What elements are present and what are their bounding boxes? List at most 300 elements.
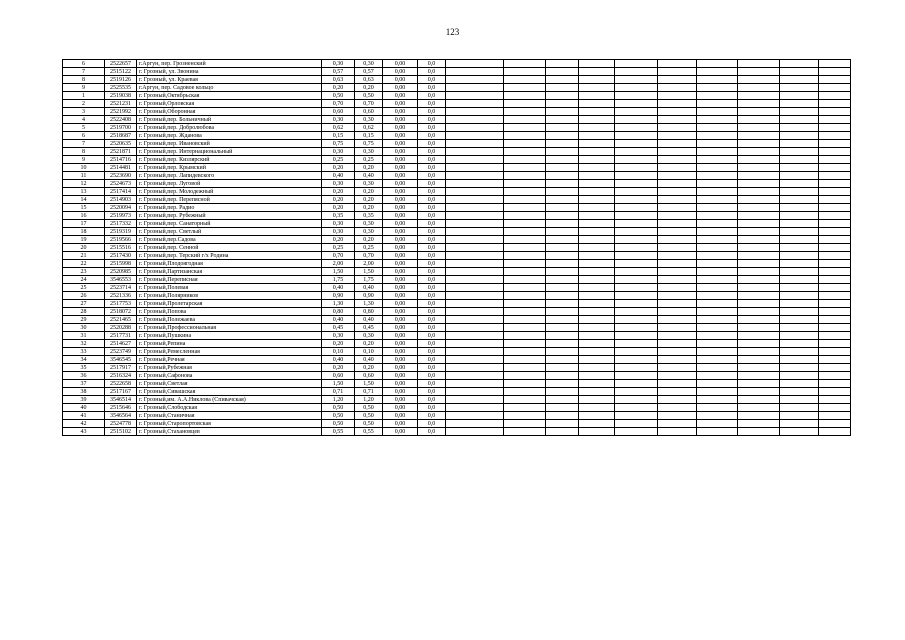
empty-cell xyxy=(504,188,546,196)
empty-cell xyxy=(579,284,615,292)
value-2-cell: 0,20 xyxy=(355,164,383,172)
empty-cell xyxy=(697,164,738,172)
code-cell: 2522408 xyxy=(105,116,137,124)
empty-cell xyxy=(780,372,819,380)
empty-cell xyxy=(697,356,738,364)
empty-cell xyxy=(780,340,819,348)
address-cell: г. Грозный,Октябрьская xyxy=(137,92,322,100)
empty-cell xyxy=(546,220,579,228)
value-1-cell: 0,80 xyxy=(322,308,355,316)
empty-cell xyxy=(615,196,658,204)
value-1-cell: 1,20 xyxy=(322,396,355,404)
code-cell: 2517430 xyxy=(105,252,137,260)
empty-cell xyxy=(819,412,851,420)
empty-cell xyxy=(658,292,697,300)
empty-cell xyxy=(579,84,615,92)
row-number-cell: 4 xyxy=(63,116,105,124)
empty-cell xyxy=(819,252,851,260)
row-number-cell: 32 xyxy=(63,340,105,348)
table-row xyxy=(63,252,851,260)
empty-cell xyxy=(504,60,546,68)
value-1-cell: 0,55 xyxy=(322,428,355,436)
value-1-cell: 0,50 xyxy=(322,420,355,428)
empty-cell xyxy=(579,236,615,244)
empty-cell xyxy=(738,396,780,404)
value-4-cell: 0,0 xyxy=(418,316,446,324)
value-4-cell: 0,0 xyxy=(418,340,446,348)
empty-cell xyxy=(615,364,658,372)
value-3-cell: 0,00 xyxy=(383,148,418,156)
empty-cell xyxy=(658,268,697,276)
empty-cell xyxy=(738,84,780,92)
value-1-cell: 0,20 xyxy=(322,236,355,244)
empty-cell xyxy=(780,164,819,172)
value-4-cell: 0,0 xyxy=(418,380,446,388)
empty-cell xyxy=(579,332,615,340)
value-2-cell: 0,25 xyxy=(355,156,383,164)
row-number-cell: 17 xyxy=(63,220,105,228)
empty-cell xyxy=(446,300,504,308)
empty-cell xyxy=(446,140,504,148)
empty-cell xyxy=(504,388,546,396)
code-cell: 2515122 xyxy=(105,68,137,76)
table-row xyxy=(63,212,851,220)
address-cell: г. Грозный,Старопортовская xyxy=(137,420,322,428)
empty-cell xyxy=(615,284,658,292)
empty-cell xyxy=(546,332,579,340)
value-2-cell: 1,50 xyxy=(355,380,383,388)
empty-cell xyxy=(819,132,851,140)
row-number-cell: 8 xyxy=(63,148,105,156)
address-cell: г. Грозный,Переписная xyxy=(137,276,322,284)
empty-cell xyxy=(546,412,579,420)
empty-cell xyxy=(546,196,579,204)
empty-cell xyxy=(819,60,851,68)
empty-cell xyxy=(546,180,579,188)
empty-cell xyxy=(546,292,579,300)
empty-cell xyxy=(579,212,615,220)
empty-cell xyxy=(546,132,579,140)
value-4-cell: 0,0 xyxy=(418,364,446,372)
empty-cell xyxy=(658,92,697,100)
empty-cell xyxy=(697,124,738,132)
empty-cell xyxy=(446,404,504,412)
empty-cell xyxy=(579,252,615,260)
value-1-cell: 0,20 xyxy=(322,364,355,372)
page-number: 123 xyxy=(445,27,460,37)
code-cell: 3546514 xyxy=(105,396,137,404)
empty-cell xyxy=(697,76,738,84)
value-1-cell: 2,00 xyxy=(322,260,355,268)
value-3-cell: 0,00 xyxy=(383,100,418,108)
row-number-cell: 37 xyxy=(63,380,105,388)
empty-cell xyxy=(658,212,697,220)
empty-cell xyxy=(615,316,658,324)
value-2-cell: 1,20 xyxy=(355,396,383,404)
value-2-cell: 0,70 xyxy=(355,100,383,108)
value-1-cell: 0,71 xyxy=(322,388,355,396)
empty-cell xyxy=(504,268,546,276)
table-row xyxy=(63,396,851,404)
value-2-cell: 0,30 xyxy=(355,332,383,340)
value-4-cell: 0,0 xyxy=(418,356,446,364)
empty-cell xyxy=(446,212,504,220)
empty-cell xyxy=(658,220,697,228)
empty-cell xyxy=(446,388,504,396)
empty-cell xyxy=(615,428,658,436)
empty-cell xyxy=(738,276,780,284)
row-number-cell: 11 xyxy=(63,172,105,180)
empty-cell xyxy=(738,332,780,340)
value-4-cell: 0,0 xyxy=(418,140,446,148)
empty-cell xyxy=(504,132,546,140)
empty-cell xyxy=(615,388,658,396)
empty-cell xyxy=(819,204,851,212)
empty-cell xyxy=(819,268,851,276)
address-cell: г. Грозный, ул. Краевая xyxy=(137,76,322,84)
empty-cell xyxy=(615,140,658,148)
empty-cell xyxy=(579,428,615,436)
empty-cell xyxy=(658,340,697,348)
empty-cell xyxy=(658,244,697,252)
empty-cell xyxy=(446,76,504,84)
value-2-cell: 0,20 xyxy=(355,340,383,348)
empty-cell xyxy=(738,316,780,324)
empty-cell xyxy=(697,212,738,220)
row-number-cell: 24 xyxy=(63,276,105,284)
address-cell: г. Грозный,Пушкина xyxy=(137,332,322,340)
empty-cell xyxy=(819,428,851,436)
empty-cell xyxy=(819,212,851,220)
value-3-cell: 0,00 xyxy=(383,348,418,356)
empty-cell xyxy=(504,292,546,300)
address-cell: г. Грозный,Полежаева xyxy=(137,316,322,324)
table-row xyxy=(63,164,851,172)
table-row xyxy=(63,292,851,300)
empty-cell xyxy=(579,412,615,420)
row-number-cell: 12 xyxy=(63,180,105,188)
empty-cell xyxy=(780,428,819,436)
row-number-cell: 2 xyxy=(63,100,105,108)
table-row xyxy=(63,220,851,228)
empty-cell xyxy=(446,60,504,68)
empty-cell xyxy=(546,348,579,356)
empty-cell xyxy=(615,412,658,420)
value-4-cell: 0,0 xyxy=(418,84,446,92)
value-3-cell: 0,00 xyxy=(383,340,418,348)
empty-cell xyxy=(780,76,819,84)
value-3-cell: 0,00 xyxy=(383,404,418,412)
empty-cell xyxy=(504,196,546,204)
empty-cell xyxy=(615,268,658,276)
value-2-cell: 0,40 xyxy=(355,316,383,324)
value-2-cell: 0,70 xyxy=(355,252,383,260)
code-cell: 2522657 xyxy=(105,60,137,68)
value-4-cell: 0,0 xyxy=(418,284,446,292)
value-2-cell: 0,40 xyxy=(355,284,383,292)
empty-cell xyxy=(446,180,504,188)
value-3-cell: 0,00 xyxy=(383,428,418,436)
code-cell: 2520094 xyxy=(105,204,137,212)
address-cell: г.Аргун, пер. Грозненский xyxy=(137,60,322,68)
value-2-cell: 0,45 xyxy=(355,324,383,332)
register-table-body xyxy=(63,60,851,436)
empty-cell xyxy=(579,108,615,116)
empty-cell xyxy=(579,180,615,188)
value-1-cell: 0,30 xyxy=(322,116,355,124)
address-cell: г. Грозный,пер. Радио xyxy=(137,204,322,212)
empty-cell xyxy=(780,68,819,76)
value-1-cell: 0,40 xyxy=(322,172,355,180)
empty-cell xyxy=(504,420,546,428)
table-row xyxy=(63,140,851,148)
address-cell: г. Грозный,Профессиональная xyxy=(137,324,322,332)
empty-cell xyxy=(504,124,546,132)
value-3-cell: 0,00 xyxy=(383,332,418,340)
row-number-cell: 26 xyxy=(63,292,105,300)
address-cell: г. Грозный,Ремесленная xyxy=(137,348,322,356)
empty-cell xyxy=(504,396,546,404)
empty-cell xyxy=(658,404,697,412)
empty-cell xyxy=(658,116,697,124)
value-1-cell: 0,15 xyxy=(322,132,355,140)
empty-cell xyxy=(446,236,504,244)
address-cell: г. Грозный,Партизанская xyxy=(137,268,322,276)
register-table xyxy=(62,59,851,436)
empty-cell xyxy=(579,244,615,252)
value-4-cell: 0,0 xyxy=(418,188,446,196)
empty-cell xyxy=(615,236,658,244)
row-number-cell: 23 xyxy=(63,268,105,276)
empty-cell xyxy=(780,252,819,260)
empty-cell xyxy=(697,396,738,404)
empty-cell xyxy=(738,348,780,356)
value-3-cell: 0,00 xyxy=(383,268,418,276)
empty-cell xyxy=(579,76,615,84)
row-number-cell: 9 xyxy=(63,156,105,164)
row-number-cell: 30 xyxy=(63,324,105,332)
empty-cell xyxy=(446,252,504,260)
table-row xyxy=(63,132,851,140)
empty-cell xyxy=(697,340,738,348)
empty-cell xyxy=(546,324,579,332)
row-number-cell: 25 xyxy=(63,284,105,292)
empty-cell xyxy=(658,148,697,156)
empty-cell xyxy=(615,100,658,108)
value-3-cell: 0,00 xyxy=(383,212,418,220)
empty-cell xyxy=(658,188,697,196)
empty-cell xyxy=(546,340,579,348)
table-row xyxy=(63,268,851,276)
row-number-cell: 19 xyxy=(63,236,105,244)
value-1-cell: 1,50 xyxy=(322,268,355,276)
value-2-cell: 0,62 xyxy=(355,124,383,132)
address-cell: г.Аргун, пер. Садовое кольцо xyxy=(137,84,322,92)
empty-cell xyxy=(738,212,780,220)
empty-cell xyxy=(780,116,819,124)
row-number-cell: 40 xyxy=(63,404,105,412)
code-cell: 2520985 xyxy=(105,268,137,276)
address-cell: г. Грозный,пер. Луговой xyxy=(137,180,322,188)
empty-cell xyxy=(738,428,780,436)
empty-cell xyxy=(780,324,819,332)
value-1-cell: 0,25 xyxy=(322,244,355,252)
empty-cell xyxy=(579,60,615,68)
value-3-cell: 0,00 xyxy=(383,92,418,100)
value-3-cell: 0,00 xyxy=(383,292,418,300)
value-4-cell: 0,0 xyxy=(418,244,446,252)
value-2-cell: 0,30 xyxy=(355,220,383,228)
empty-cell xyxy=(658,164,697,172)
empty-cell xyxy=(504,204,546,212)
empty-cell xyxy=(546,92,579,100)
empty-cell xyxy=(446,292,504,300)
empty-cell xyxy=(697,140,738,148)
value-4-cell: 0,0 xyxy=(418,148,446,156)
address-cell: г. Грозный,пер. Больничный xyxy=(137,116,322,124)
empty-cell xyxy=(738,140,780,148)
empty-cell xyxy=(504,316,546,324)
empty-cell xyxy=(780,180,819,188)
empty-cell xyxy=(579,324,615,332)
empty-cell xyxy=(579,148,615,156)
empty-cell xyxy=(615,68,658,76)
empty-cell xyxy=(738,404,780,412)
empty-cell xyxy=(615,220,658,228)
empty-cell xyxy=(658,108,697,116)
empty-cell xyxy=(579,188,615,196)
empty-cell xyxy=(658,124,697,132)
empty-cell xyxy=(615,276,658,284)
code-cell: 2524673 xyxy=(105,180,137,188)
empty-cell xyxy=(504,404,546,412)
empty-cell xyxy=(615,164,658,172)
address-cell: г. Грозный,Сивашская xyxy=(137,388,322,396)
empty-cell xyxy=(546,284,579,292)
value-2-cell: 0,60 xyxy=(355,108,383,116)
empty-cell xyxy=(579,140,615,148)
empty-cell xyxy=(819,364,851,372)
empty-cell xyxy=(446,108,504,116)
value-2-cell: 0,63 xyxy=(355,76,383,84)
code-cell: 2517917 xyxy=(105,364,137,372)
empty-cell xyxy=(697,60,738,68)
empty-cell xyxy=(738,148,780,156)
value-2-cell: 0,20 xyxy=(355,204,383,212)
empty-cell xyxy=(658,300,697,308)
empty-cell xyxy=(738,196,780,204)
address-cell: г. Грозный,пер. Добролюбова xyxy=(137,124,322,132)
table-row xyxy=(63,276,851,284)
empty-cell xyxy=(446,324,504,332)
empty-cell xyxy=(579,92,615,100)
value-3-cell: 0,00 xyxy=(383,388,418,396)
empty-cell xyxy=(446,68,504,76)
empty-cell xyxy=(819,340,851,348)
empty-cell xyxy=(819,300,851,308)
empty-cell xyxy=(697,404,738,412)
value-3-cell: 0,00 xyxy=(383,364,418,372)
address-cell: г. Грозный,пер. Жданова xyxy=(137,132,322,140)
row-number-cell: 42 xyxy=(63,420,105,428)
address-cell: г. Грозный,Полярников xyxy=(137,292,322,300)
empty-cell xyxy=(697,284,738,292)
empty-cell xyxy=(819,308,851,316)
empty-cell xyxy=(504,348,546,356)
empty-cell xyxy=(615,156,658,164)
empty-cell xyxy=(546,148,579,156)
empty-cell xyxy=(658,252,697,260)
table-row xyxy=(63,332,851,340)
empty-cell xyxy=(615,332,658,340)
empty-cell xyxy=(819,276,851,284)
table-row xyxy=(63,204,851,212)
empty-cell xyxy=(658,324,697,332)
value-1-cell: 0,30 xyxy=(322,220,355,228)
value-3-cell: 0,00 xyxy=(383,84,418,92)
value-1-cell: 0,30 xyxy=(322,332,355,340)
empty-cell xyxy=(819,332,851,340)
table-row xyxy=(63,284,851,292)
empty-cell xyxy=(546,124,579,132)
row-number-cell: 13 xyxy=(63,188,105,196)
empty-cell xyxy=(615,308,658,316)
empty-cell xyxy=(819,196,851,204)
empty-cell xyxy=(819,292,851,300)
empty-cell xyxy=(579,260,615,268)
empty-cell xyxy=(546,76,579,84)
empty-cell xyxy=(780,276,819,284)
table-row xyxy=(63,236,851,244)
empty-cell xyxy=(546,260,579,268)
value-2-cell: 0,20 xyxy=(355,84,383,92)
empty-cell xyxy=(446,380,504,388)
empty-cell xyxy=(658,276,697,284)
empty-cell xyxy=(546,372,579,380)
row-number-cell: 43 xyxy=(63,428,105,436)
value-3-cell: 0,00 xyxy=(383,372,418,380)
empty-cell xyxy=(504,108,546,116)
value-1-cell: 0,50 xyxy=(322,404,355,412)
code-cell: 3546553 xyxy=(105,276,137,284)
empty-cell xyxy=(546,84,579,92)
value-3-cell: 0,00 xyxy=(383,276,418,284)
code-cell: 2523749 xyxy=(105,348,137,356)
empty-cell xyxy=(658,412,697,420)
empty-cell xyxy=(446,148,504,156)
value-1-cell: 0,30 xyxy=(322,60,355,68)
empty-cell xyxy=(579,132,615,140)
row-number-cell: 34 xyxy=(63,356,105,364)
address-cell: г. Грозный,пер. Ивановский xyxy=(137,140,322,148)
empty-cell xyxy=(546,60,579,68)
empty-cell xyxy=(738,228,780,236)
value-2-cell: 0,35 xyxy=(355,212,383,220)
empty-cell xyxy=(446,204,504,212)
empty-cell xyxy=(819,188,851,196)
code-cell: 2521992 xyxy=(105,108,137,116)
empty-cell xyxy=(697,332,738,340)
empty-cell xyxy=(819,124,851,132)
empty-cell xyxy=(738,268,780,276)
empty-cell xyxy=(546,100,579,108)
value-1-cell: 0,30 xyxy=(322,148,355,156)
empty-cell xyxy=(738,292,780,300)
empty-cell xyxy=(579,124,615,132)
empty-cell xyxy=(738,236,780,244)
empty-cell xyxy=(697,220,738,228)
table-row xyxy=(63,324,851,332)
